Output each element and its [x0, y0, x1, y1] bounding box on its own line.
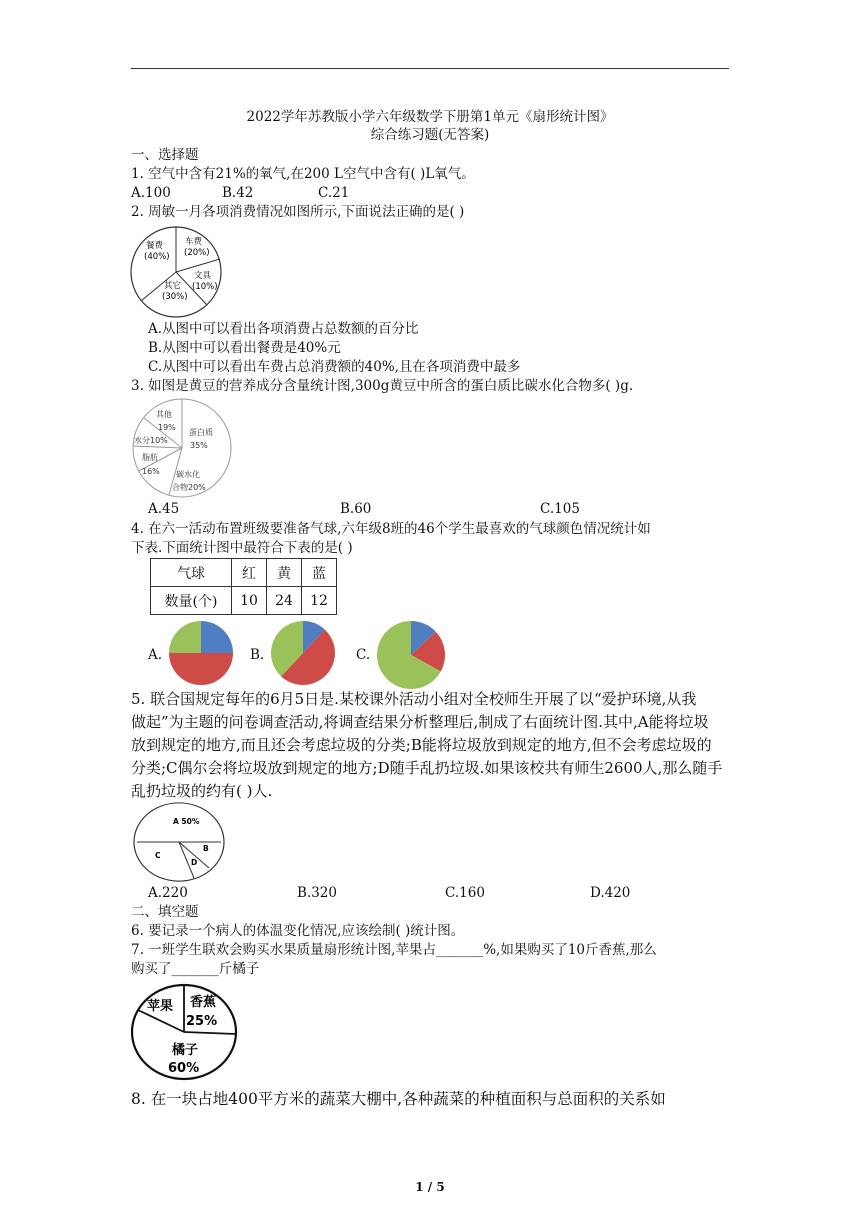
q7-pie-label: 香蕉	[190, 995, 217, 1010]
balloon-table	[150, 558, 337, 615]
q4-option-b-pie	[270, 620, 336, 686]
q2-pie-label: (20%)	[184, 248, 210, 258]
table-row	[151, 587, 337, 615]
q5-pie-label: D	[191, 858, 198, 867]
table-cell: 10	[232, 587, 267, 615]
q2-pie-label: 文具	[194, 271, 212, 281]
q2-pie-chart	[128, 222, 228, 322]
table-cell: 蓝	[302, 559, 337, 587]
q7-text-line2: 购买了_______斤橘子	[131, 961, 260, 977]
section-fill-heading: 二、填空题	[131, 904, 199, 920]
q2-option-b: B.从图中可以看出餐费是40%元	[148, 340, 341, 356]
doc-title: 2022学年苏教版小学六年级数学下册第1单元《扇形统计图》	[246, 109, 614, 125]
q7-pie-label: 60%	[168, 1061, 200, 1076]
q2-option-a: A.从图中可以看出各项消费占总数额的百分比	[148, 321, 419, 337]
q5-text-line5: 乱扔垃圾的约有( )人.	[131, 782, 273, 800]
pie-slice	[201, 621, 233, 653]
q5-pie-label: A 50%	[173, 817, 200, 826]
q3-option-c: C.105	[540, 501, 580, 517]
q3-pie-label: 水分10%	[134, 436, 168, 445]
q3-pie-label: 其他	[156, 410, 172, 419]
table-cell: 红	[232, 559, 267, 587]
q5-option-c: C.160	[445, 885, 485, 901]
q5-pie-label: B	[203, 844, 209, 853]
q6-text: 6. 要记录一个病人的体温变化情况,应该绘制( )统计图。	[131, 923, 465, 939]
table-cell: 黄	[267, 559, 302, 587]
q4-option-b-label: B.	[250, 647, 265, 663]
q5-option-d: D.420	[590, 885, 631, 901]
q4-option-a-pie	[168, 620, 234, 686]
q1-option-a: A.100	[131, 185, 171, 201]
q4-text-line1: 4. 在六一活动布置班级要准备气球,六年级8班的46个学生最喜欢的气球颜色情况统计如	[131, 521, 651, 537]
q4-text-line2: 下表.下面统计图中最符合下表的是( )	[131, 540, 353, 556]
table-cell: 数量(个)	[151, 587, 232, 615]
q5-option-a: A.220	[148, 885, 188, 901]
q3-option-a: A.45	[148, 501, 180, 517]
doc-subtitle: 综合练习题(无答案)	[370, 127, 490, 143]
q3-pie-label: 19%	[158, 423, 176, 432]
table-cell: 气球	[151, 559, 232, 587]
q7-pie-label: 橘子	[172, 1043, 199, 1058]
q5-text-line3: 放到规定的地方,而且还会考虑垃圾的分类;B能将垃圾放到规定的地方,但不会考虑垃圾的	[131, 736, 712, 754]
q2-pie-label: 餐费	[146, 241, 164, 251]
q3-text: 3. 如图是黄豆的营养成分含量统计图,300g黄豆中所含的蛋白质比碳水化合物多( )g.	[131, 378, 634, 394]
q3-pie-label: 35%	[190, 441, 208, 450]
q7-pie-chart	[128, 982, 240, 1082]
q1-text: 1. 空气中含有21%的氧气,在200 L空气中含有( )L氧气。	[131, 166, 475, 182]
q4-option-c-label: C.	[356, 647, 371, 663]
pie-slice	[169, 621, 201, 653]
q5-pie-label: C	[155, 851, 161, 860]
q7-text-line1: 7. 一班学生联欢会购买水果质量扇形统计图,苹果占_______%,如果购买了10斤香蕉,那么	[131, 942, 657, 958]
q3-pie-label: 16%	[142, 467, 160, 476]
q2-text: 2. 周敏一月各项消费情况如图所示,下面说法正确的是( )	[131, 204, 465, 220]
pie-slice	[169, 653, 233, 685]
q5-option-b: B.320	[297, 885, 337, 901]
q7-pie-label: 苹果	[147, 999, 174, 1014]
q3-pie-chart	[128, 398, 240, 498]
q3-pie-label: 碳水化	[176, 470, 200, 479]
q2-option-c: C.从图中可以看出车费占总消费额的40%,且在各项消费中最多	[148, 359, 521, 375]
page-number: 1 / 5	[415, 1180, 445, 1194]
q4-option-c-pie	[376, 620, 446, 690]
header-rule	[131, 68, 729, 69]
q5-text-line4: 分类;C偶尔会将垃圾放到规定的地方;D随手乱扔垃圾.如果该校共有师生2600人,那么随手	[131, 759, 723, 777]
q5-text-line2: 做起”为主题的问卷调查活动,将调查结果分析整理后,制成了右面统计图.其中,A能将垃圾	[131, 713, 709, 731]
q2-pie-label: 车费	[185, 237, 203, 247]
q7-pie-label: 25%	[186, 1014, 218, 1029]
q3-pie-label: 脂肪	[142, 453, 158, 462]
q2-pie-label: 其它	[164, 281, 182, 291]
q5-pie-chart	[131, 802, 227, 882]
section-choice-heading: 一、选择题	[131, 147, 199, 163]
q3-pie-label: 合物20%	[172, 483, 206, 492]
q1-option-c: C.21	[318, 185, 350, 201]
table-row	[151, 559, 337, 587]
q8-text: 8. 在一块占地400平方米的蔬菜大棚中,各种蔬菜的种植面积与总面积的关系如	[131, 1090, 666, 1108]
q2-pie-label: (30%)	[162, 292, 188, 302]
q5-text-line1: 5. 联合国规定每年的6月5日是.某校课外活动小组对全校师生开展了以“爱护环境,从我	[131, 690, 697, 708]
q2-pie-label: (10%)	[192, 282, 218, 292]
q3-option-b: B.60	[340, 501, 372, 517]
q2-pie-label: (40%)	[144, 252, 170, 262]
q1-option-b: B.42	[222, 185, 254, 201]
table-cell: 12	[302, 587, 337, 615]
table-cell: 24	[267, 587, 302, 615]
q4-option-a-label: A.	[148, 647, 163, 663]
q3-pie-label: 蛋白质	[189, 428, 213, 437]
